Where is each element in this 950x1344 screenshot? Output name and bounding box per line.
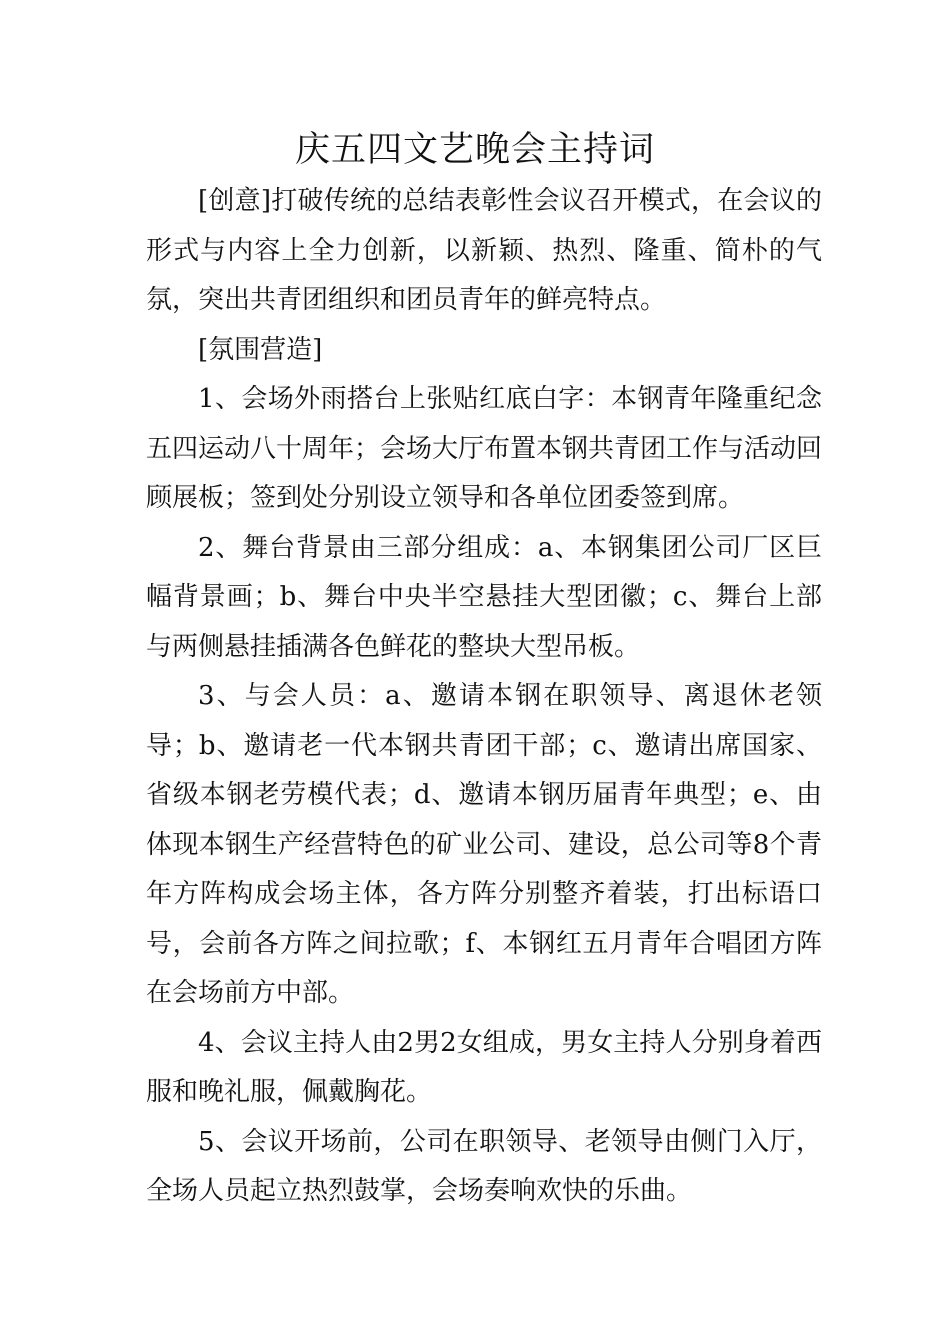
paragraph-item-3: 3、与会人员：a、邀请本钢在职领导、离退休老领导；b、邀请老一代本钢共青团干部；c、邀请出席国家、省级本钢老劳模代表；d、邀请本钢历届青年典型；e、由体现本钢生产经营特色的矿业公司、建设，总公司等8个青年方阵构成会场主体，各方阵分别整齐着装，打出标语口号，会前各方阵之间拉歌；f、本钢红五月青年合唱团方阵在会场前方中部。 (146, 681, 822, 1008)
paragraph-item-1: 1、会场外雨搭台上张贴红底白字：本钢青年隆重纪念五四运动八十周年；会场大厅布置本钢共青团工作与活动回顾展板；签到处分别设立领导和各单位团委签到席。 (146, 384, 823, 513)
paragraph-atmosphere-heading: [氛围营造] (198, 334, 323, 365)
paragraph-item-4: 4、会议主持人由2男2女组成，男女主持人分别身着西服和晚礼服，佩戴胸花。 (146, 1027, 822, 1107)
paragraph-item-2: 2、舞台背景由三部分组成：a、本钢集团公司厂区巨幅背景画；b、舞台中央半空悬挂大型团徽；c、舞台上部与两侧悬挂插满各色鲜花的整块大型吊板。 (146, 532, 822, 662)
document-title: 庆五四文艺晚会主持词 (294, 130, 655, 170)
paragraph-creative-idea: [创意]打破传统的总结表彰性会议召开模式，在会议的形式与内容上全力创新，以新颖、热烈、隆重、简朴的气氛，突出共青团组织和团员青年的鲜亮特点。 (146, 186, 822, 315)
paragraph-item-5: 5、会议开场前，公司在职领导、老领导由侧门入厅，全场人员起立热烈鼓掌，会场奏响欢快的乐曲。 (146, 1126, 822, 1206)
document-body (146, 177, 822, 1217)
